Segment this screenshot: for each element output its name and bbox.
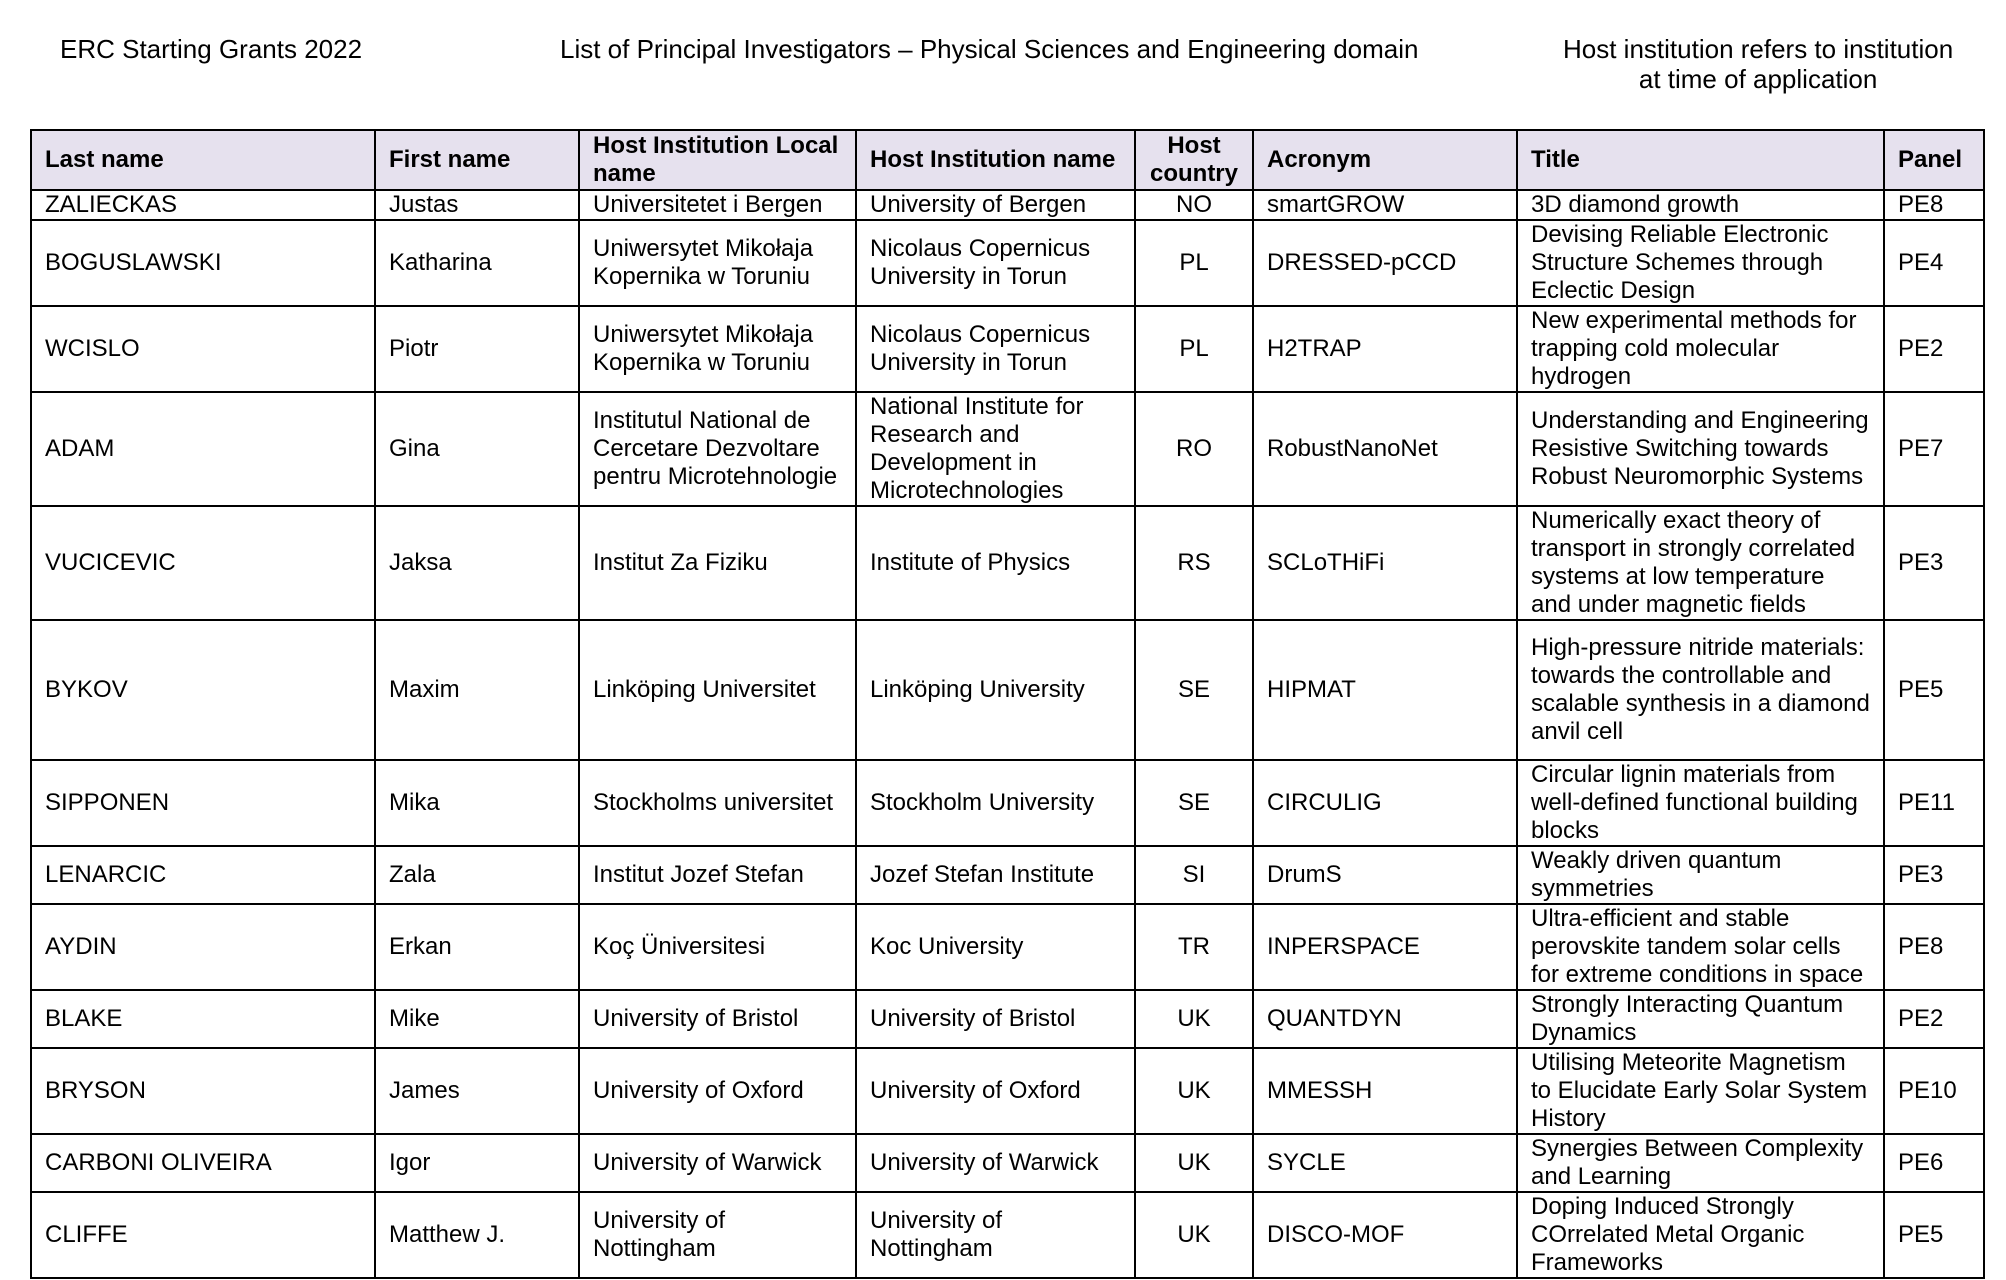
acronym-cell: RobustNanoNet — [1253, 392, 1517, 506]
host-local-name-cell: Universitetet i Bergen — [579, 190, 856, 220]
panel-cell: PE2 — [1884, 306, 1984, 392]
table-row — [31, 220, 1984, 306]
host-name-cell: University of Warwick — [856, 1134, 1135, 1192]
first-name-cell: Mika — [375, 760, 579, 846]
table-row — [31, 306, 1984, 392]
host-institution-note-line2: at time of application — [1638, 64, 1878, 94]
host-country-cell: PL — [1135, 306, 1253, 392]
last-name-cell: ZALIECKAS — [31, 190, 375, 220]
panel-cell: PE4 — [1884, 220, 1984, 306]
panel-cell: PE8 — [1884, 190, 1984, 220]
panel-cell: PE7 — [1884, 392, 1984, 506]
last-name-cell: BYKOV — [31, 620, 375, 760]
column-header-last-name: Last name — [31, 130, 375, 190]
table-row — [31, 506, 1984, 620]
host-local-name-cell: Uniwersytet Mikołaja Kopernika w Toruniu — [579, 306, 856, 392]
host-name-cell: Linköping University — [856, 620, 1135, 760]
last-name-cell: CLIFFE — [31, 1192, 375, 1278]
table-row — [31, 760, 1984, 846]
host-name-cell: University of Oxford — [856, 1048, 1135, 1134]
table-row — [31, 1048, 1984, 1134]
first-name-cell: Maxim — [375, 620, 579, 760]
host-local-name-cell: University of Oxford — [579, 1048, 856, 1134]
panel-cell: PE6 — [1884, 1134, 1984, 1192]
first-name-cell: Piotr — [375, 306, 579, 392]
first-name-cell: James — [375, 1048, 579, 1134]
host-local-name-cell: Institutul National de Cercetare Dezvoltare pentru Microtehnologie — [579, 392, 856, 506]
host-local-name-cell: University of Nottingham — [579, 1192, 856, 1278]
host-name-cell: Institute of Physics — [856, 506, 1135, 620]
host-local-name-cell: Uniwersytet Mikołaja Kopernika w Toruniu — [579, 220, 856, 306]
last-name-cell: VUCICEVIC — [31, 506, 375, 620]
column-header-acronym: Acronym — [1253, 130, 1517, 190]
host-country-cell: RO — [1135, 392, 1253, 506]
host-local-name-cell: Koç Üniversitesi — [579, 904, 856, 990]
acronym-cell: DRESSED-pCCD — [1253, 220, 1517, 306]
panel-cell: PE3 — [1884, 846, 1984, 904]
host-name-cell: University of Bergen — [856, 190, 1135, 220]
host-name-cell: National Institute for Research and Development in Microtechnologies — [856, 392, 1135, 506]
host-country-cell: TR — [1135, 904, 1253, 990]
acronym-cell: DISCO-MOF — [1253, 1192, 1517, 1278]
last-name-cell: ADAM — [31, 392, 375, 506]
document-title: ERC Starting Grants 2022 — [60, 34, 363, 64]
host-local-name-cell: Linköping Universitet — [579, 620, 856, 760]
title-cell: Weakly driven quantum symmetries — [1517, 846, 1884, 904]
host-country-cell: PL — [1135, 220, 1253, 306]
last-name-cell: AYDIN — [31, 904, 375, 990]
host-local-name-cell: University of Bristol — [579, 990, 856, 1048]
host-name-cell: University of Bristol — [856, 990, 1135, 1048]
host-institution-note — [1563, 34, 1953, 94]
first-name-cell: Erkan — [375, 904, 579, 990]
investigators-table — [30, 129, 1985, 1279]
panel-cell: PE5 — [1884, 1192, 1984, 1278]
host-local-name-cell: University of Warwick — [579, 1134, 856, 1192]
title-cell: High-pressure nitride materials: towards the controllable and scalable synthesis in a diamond anvil cell — [1517, 620, 1884, 760]
host-country-cell: UK — [1135, 1134, 1253, 1192]
column-header-host-name: Host Institution name — [856, 130, 1135, 190]
last-name-cell: LENARCIC — [31, 846, 375, 904]
title-cell: 3D diamond growth — [1517, 190, 1884, 220]
title-cell: Ultra-efficient and stable perovskite tandem solar cells for extreme conditions in space — [1517, 904, 1884, 990]
host-name-cell: Jozef Stefan Institute — [856, 846, 1135, 904]
table-row — [31, 1192, 1984, 1278]
host-country-cell: UK — [1135, 1192, 1253, 1278]
table-row — [31, 990, 1984, 1048]
acronym-cell: SCLoTHiFi — [1253, 506, 1517, 620]
last-name-cell: BLAKE — [31, 990, 375, 1048]
column-header-host-local-name: Host Institution Local name — [579, 130, 856, 190]
host-name-cell: University of Nottingham — [856, 1192, 1135, 1278]
last-name-cell: CARBONI OLIVEIRA — [31, 1134, 375, 1192]
host-country-cell: SE — [1135, 760, 1253, 846]
table-row — [31, 620, 1984, 760]
host-name-cell: Stockholm University — [856, 760, 1135, 846]
first-name-cell: Mike — [375, 990, 579, 1048]
host-name-cell: Nicolaus Copernicus University in Torun — [856, 306, 1135, 392]
host-country-cell: RS — [1135, 506, 1253, 620]
last-name-cell: BRYSON — [31, 1048, 375, 1134]
acronym-cell: MMESSH — [1253, 1048, 1517, 1134]
acronym-cell: smartGROW — [1253, 190, 1517, 220]
host-country-cell: UK — [1135, 1048, 1253, 1134]
panel-cell: PE3 — [1884, 506, 1984, 620]
title-cell: New experimental methods for trapping cold molecular hydrogen — [1517, 306, 1884, 392]
last-name-cell: WCISLO — [31, 306, 375, 392]
panel-cell: PE5 — [1884, 620, 1984, 760]
host-local-name-cell: Institut Jozef Stefan — [579, 846, 856, 904]
title-cell: Devising Reliable Electronic Structure Schemes through Eclectic Design — [1517, 220, 1884, 306]
first-name-cell: Justas — [375, 190, 579, 220]
table-row — [31, 190, 1984, 220]
host-local-name-cell: Stockholms universitet — [579, 760, 856, 846]
acronym-cell: HIPMAT — [1253, 620, 1517, 760]
column-header-host-country: Host country — [1135, 130, 1253, 190]
column-header-panel: Panel — [1884, 130, 1984, 190]
column-header-title: Title — [1517, 130, 1884, 190]
host-country-cell: UK — [1135, 990, 1253, 1048]
host-country-cell: SI — [1135, 846, 1253, 904]
title-cell: Numerically exact theory of transport in strongly correlated systems at low temperature and under magnetic fields — [1517, 506, 1884, 620]
table-row — [31, 846, 1984, 904]
first-name-cell: Matthew J. — [375, 1192, 579, 1278]
last-name-cell: SIPPONEN — [31, 760, 375, 846]
panel-cell: PE2 — [1884, 990, 1984, 1048]
host-local-name-cell: Institut Za Fiziku — [579, 506, 856, 620]
first-name-cell: Gina — [375, 392, 579, 506]
acronym-cell: QUANTDYN — [1253, 990, 1517, 1048]
title-cell: Understanding and Engineering Resistive Switching towards Robust Neuromorphic Systems — [1517, 392, 1884, 506]
host-country-cell: SE — [1135, 620, 1253, 760]
table-header-row — [31, 130, 1984, 190]
acronym-cell: DrumS — [1253, 846, 1517, 904]
table-row — [31, 392, 1984, 506]
acronym-cell: INPERSPACE — [1253, 904, 1517, 990]
column-header-first-name: First name — [375, 130, 579, 190]
acronym-cell: CIRCULIG — [1253, 760, 1517, 846]
list-title: List of Principal Investigators – Physical Sciences and Engineering domain — [560, 34, 1419, 64]
acronym-cell: SYCLE — [1253, 1134, 1517, 1192]
first-name-cell: Jaksa — [375, 506, 579, 620]
title-cell: Strongly Interacting Quantum Dynamics — [1517, 990, 1884, 1048]
table-row — [31, 904, 1984, 990]
first-name-cell: Zala — [375, 846, 579, 904]
panel-cell: PE8 — [1884, 904, 1984, 990]
title-cell: Circular lignin materials from well-defined functional building blocks — [1517, 760, 1884, 846]
host-country-cell: NO — [1135, 190, 1253, 220]
host-name-cell: Nicolaus Copernicus University in Torun — [856, 220, 1135, 306]
host-name-cell: Koc University — [856, 904, 1135, 990]
panel-cell: PE11 — [1884, 760, 1984, 846]
acronym-cell: H2TRAP — [1253, 306, 1517, 392]
title-cell: Doping Induced Strongly COrrelated Metal Organic Frameworks — [1517, 1192, 1884, 1278]
last-name-cell: BOGUSLAWSKI — [31, 220, 375, 306]
panel-cell: PE10 — [1884, 1048, 1984, 1134]
title-cell: Synergies Between Complexity and Learning — [1517, 1134, 1884, 1192]
title-cell: Utilising Meteorite Magnetism to Elucidate Early Solar System History — [1517, 1048, 1884, 1134]
table-row — [31, 1134, 1984, 1192]
first-name-cell: Igor — [375, 1134, 579, 1192]
first-name-cell: Katharina — [375, 220, 579, 306]
host-institution-note-line1: Host institution refers to institution — [1563, 34, 1954, 64]
